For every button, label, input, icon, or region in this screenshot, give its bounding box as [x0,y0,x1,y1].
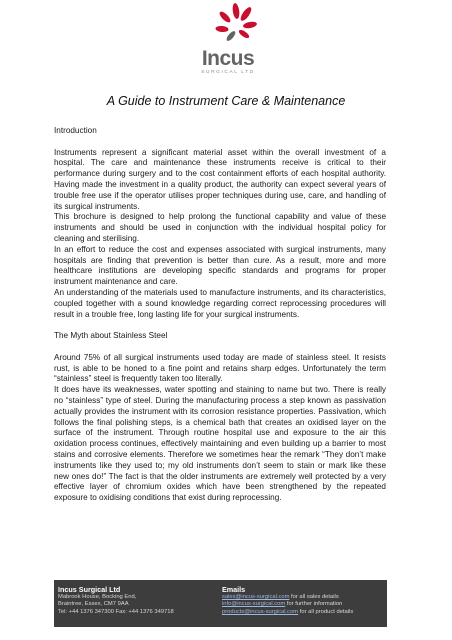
footer-address-column [58,585,218,616]
info-email-link[interactable]: info@incus-surgical.com [222,601,286,608]
steel-paragraph-2: It does have its weaknesses, water spotting and staining to name but two. There is really no “stainless” type of steel. During the manufacturing process a step known as passivation actually provides the instrument with its corrosion resistance properties. Passivation, which follows the final polishing steps, is a chemical bath that creates an oxidised layer on the surface of the instrument. Through routine hospital use and exposure to the air this oxidation process continues, effectively maintaining and even building up a barrier to most stains and corrosive elements. Therefore we sometimes hear the remark “They don’t make instruments like they used to; my old instruments don’t seem to stain or mark like these new ones do!” The fact is that the older instruments are extremely well protected by a very effective layer of chromium oxides which have been strengthened by the repeated exposure to oxidising conditions that exist during reprocessing. [54,385,386,503]
footer-email-row [222,609,384,616]
footer-email-row [222,601,384,608]
document-body [54,126,386,504]
intro-paragraph-4: An understanding of the materials used to manufacture instruments, and its characteristics, coupled together with a sound knowledge regarding correct reprocessing procedures will result in a trouble free, long lasting life for your surgical instruments. [54,287,386,319]
footer-email-column [222,585,384,616]
footer-address-line-2: Braintree, Essex, CM7 9AA [58,601,129,608]
intro-paragraph-1: Instruments represent a significant material asset within the overall investment of a hospital. The care and maintenance these instruments receive is critical to their performance during surgery and to the cost containment efforts of each hospital authority. Having made the investment in a quality product, the authority can expect several years of trouble free use if the operator utilises proper techniques during use, care, and handling of its surgical instruments. [54,147,386,211]
footer-email-row [222,594,384,601]
incus-petal-logo-icon [205,0,265,48]
intro-paragraph-3: In an effort to reduce the cost and expenses associated with surgical instruments, many hospitals are finding that prevention is better than cure. As a result, more and more healthcare institutions are developing specific standards and programs for proper instrument maintenance and care. [54,244,386,287]
sales-email-note: for all sales details [289,594,339,600]
footer-address-line-1: Mabrook House, Bocking End, [58,594,137,600]
products-email-note: for all product details [298,608,354,615]
section-heading-introduction: Introduction [54,126,97,135]
intro-paragraph-2: This brochure is designed to help prolong the functional capability and value of these instruments and should be used in conjunction with the individual hospital policy for cleaning and sterilising. [54,212,386,243]
logo-wordmark: Incus [201,47,255,70]
info-email-note: for further information [285,601,343,608]
products-email-link[interactable]: products@incus-surgical.com [222,608,299,615]
steel-paragraph-1: Around 75% of all surgical instruments used today are made of stainless steel. It resists rust, is able to be honed to a fine point and retains sharp edges. Unfortunately the term “stainless” steel is frequently taken too literally. [54,352,386,384]
contact-footer [54,580,387,627]
document-title: A Guide to Instrument Care & Maintenance [106,94,346,108]
sales-email-link[interactable]: sales@incus-surgical.com [222,594,290,600]
footer-phone: Tel: +44 1376 347300 Fax: +44 1376 349718 [58,608,174,615]
footer-emails-heading: Emails [222,585,246,594]
section-heading-stainless-steel: The Myth about Stainless Steel [54,331,168,341]
company-logo [0,0,452,90]
footer-company-name: Incus Surgical Ltd [58,585,121,594]
logo-subtitle: SURGICAL LTD [201,70,255,75]
